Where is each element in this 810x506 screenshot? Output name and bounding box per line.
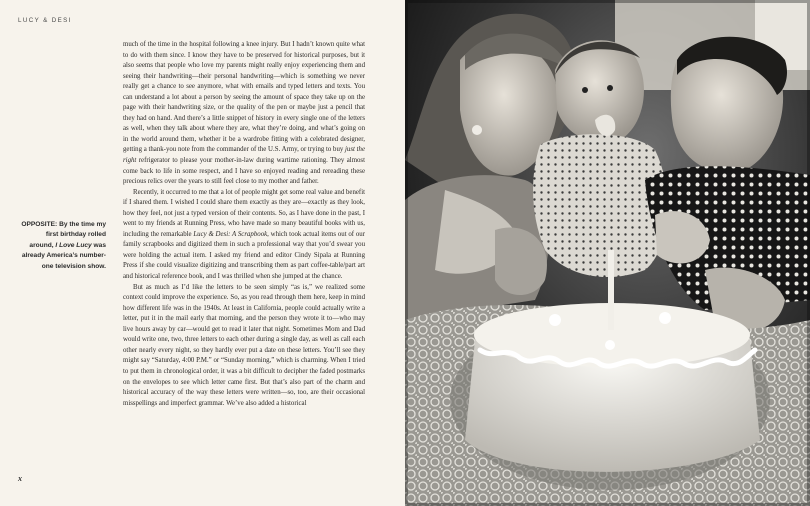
page-number: x [18, 474, 22, 483]
paragraph-1-text: much of the time in the hospital following a knee injury. But I hadn’t known quite what to do with them since. I know they have to be preserved for historical purposes, but it also seems that people who love my parents might really enjoy experiencing them and seeing their handwriting—their personal handwriting—which is something we never really get a chance to see anymore, what with emails and typed letters and texts. You can understand a lot about a person by seeing the amount of space they take up on the page with their handwriting size, or the quality of the pen or maybe just a pencil that they had on hand. And there’s a little snippet of history in every single one of the letters as well, when they talk about where they are, what they’re doing, and what’s going on in the world around them, whether it be a wardrobe fitting with a celebrated designer, getting a thank-you note from the commander of the U.S. Army, or trying to buy [123, 41, 365, 154]
birthday-candle [608, 250, 614, 330]
photo-illustration [405, 0, 810, 506]
caption-text-after: was already America’s number-one television show. [21, 241, 106, 270]
paragraph-2 [123, 188, 365, 283]
frosting-rose [549, 314, 561, 326]
paragraph-2-end: , which took actual items out of our family scrapbooks and digitized them in such a professional way that you’d swear you were holding the actual item. I asked my friend and editor Cindy Sipala at Running Press if she could visualize digitizing and transcribing them as part coffee-table/part art and historical reference book, and I was thrilled when she jumped at the chance. [123, 230, 365, 281]
body-text [123, 40, 365, 409]
frosting-rose [659, 312, 671, 324]
paragraph-3 [123, 283, 365, 410]
caption-text-before: By the time my first birthday rolled around, [29, 221, 106, 249]
paragraph-1-italic: just the right [123, 146, 365, 165]
paragraph-1 [123, 40, 365, 188]
photo-caption [20, 220, 106, 272]
baby-dress [533, 134, 667, 277]
baby-eye [582, 87, 588, 93]
paragraph-1-end: refrigerator to please your mother-in-law during wartime rationing. They almost come back to life in some respect, and I have so enjoyed reading and rereading these precious relics over the years to still feel close to my mother and father. [123, 157, 365, 186]
paragraph-2-italic: Lucy & Desi: A Scrapbook [193, 230, 268, 238]
running-head: LUCY & DESI [18, 17, 72, 24]
paragraph-3-text: But as much as I’d like the letters to be seen simply “as is,” we realized some context could improve the experience. So, as you read through them here, keep in mind how different life was in the 1940s. At least in California, people could actually write a letter, put it in the mail early that morning, and the person they wrote it to—who may live hours away by car—would get to read it later that night. Sometimes Mom and Dad would write one, two, three letters to each other during a single day, as well as call each other nearly every night, so they hardly ever put a date on these letters. You’ll see they might say “Saturday, 4:00 P.M.” or “Sunday morning,” which is charming. When I tried to put them in chronological order, it was a bit difficult to decipher the faded postmarks on the envelopes to see which letter came first. But that’s also part of the charm and historical accuracy of the way these letters were written—so, too, are their occasional misspellings and imperfect grammar. We’ve also added a historical [123, 283, 365, 407]
caption-lead: OPPOSITE: [21, 221, 58, 228]
frosting-rose [605, 340, 615, 350]
baby-eye [607, 85, 613, 91]
caption-show-title: I Love Lucy [55, 241, 92, 249]
birthday-photo [405, 0, 810, 506]
woman-earring [472, 125, 482, 135]
paragraph-2-text: Recently, it occurred to me that a lot of people might get some real value and benefit if I shared them. I wished I could share them exactly as they are—exactly as they look, how they feel, not just a typed version of their contents. So, as I have done in the past, I went to my friends at Running Press, who have made so many beautiful books with us, including the remarkable [123, 188, 365, 238]
